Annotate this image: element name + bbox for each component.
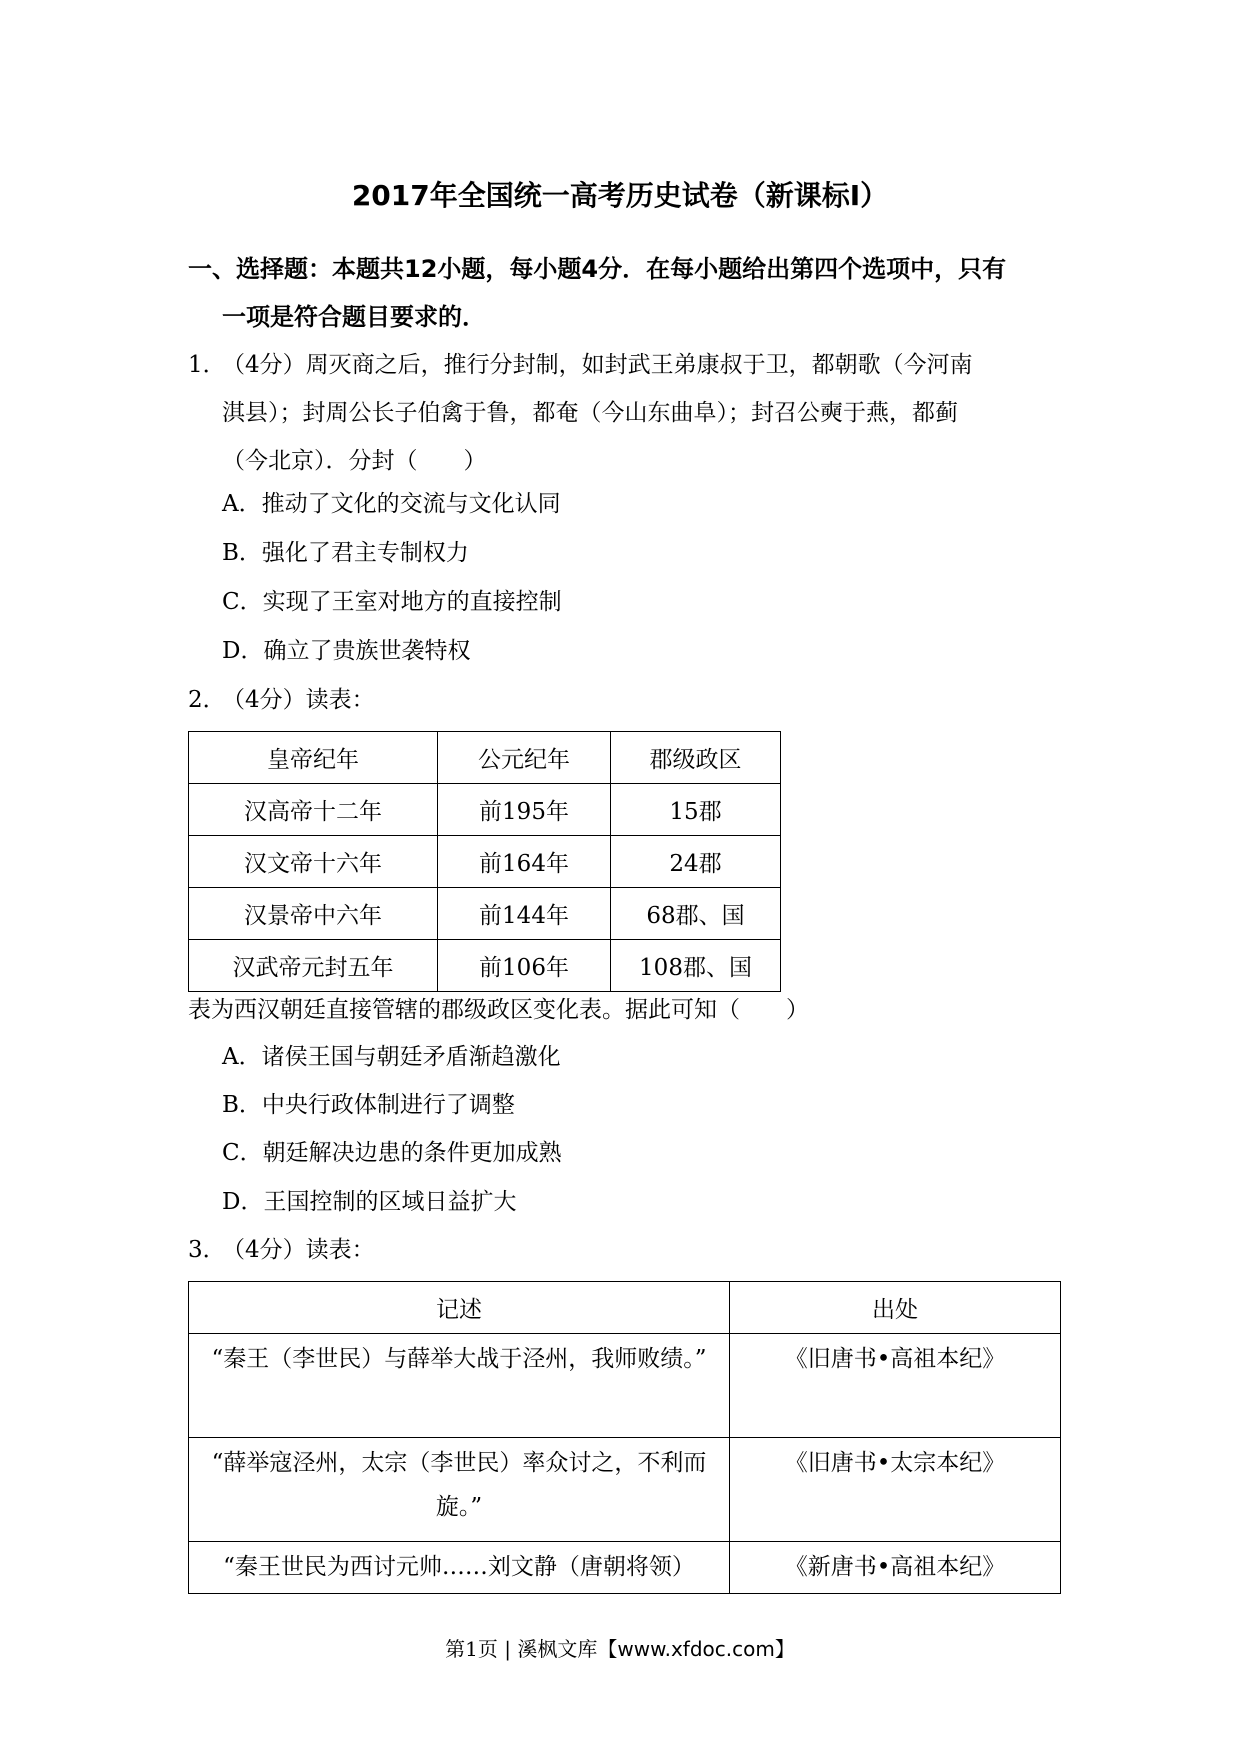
table-header-row bbox=[189, 1282, 1061, 1334]
question-stem: （4分）读表： bbox=[222, 1237, 375, 1263]
table-cell: 前144年 bbox=[438, 888, 611, 940]
q2-option-d: D．王国控制的区域日益扩大 bbox=[222, 1189, 517, 1215]
table-cell: 前195年 bbox=[438, 784, 611, 836]
table-cell: 汉文帝十六年 bbox=[189, 836, 438, 888]
question-stem: （4分）读表： bbox=[222, 687, 375, 713]
table-row bbox=[189, 940, 781, 992]
q2-option-c: C．朝廷解决边患的条件更加成熟 bbox=[222, 1140, 562, 1166]
table-header-row bbox=[189, 732, 781, 784]
table-cell: 汉景帝中六年 bbox=[189, 888, 438, 940]
q1-option-c: C．实现了王室对地方的直接控制 bbox=[222, 589, 562, 615]
q2-option-a: A．诸侯王国与朝廷矛盾渐趋激化 bbox=[222, 1044, 561, 1070]
question-number: 3． bbox=[188, 1237, 226, 1263]
footer-separator: | bbox=[504, 1637, 511, 1661]
q2-table bbox=[188, 731, 781, 992]
table-cell: 108郡、国 bbox=[611, 940, 781, 992]
q1-option-d: D．确立了贵族世袭特权 bbox=[222, 638, 471, 664]
table-cell: 24郡 bbox=[611, 836, 781, 888]
q1-option-b: B．强化了君主专制权力 bbox=[222, 540, 469, 566]
section-heading-line2: 一项是符合题目要求的． bbox=[222, 303, 486, 331]
page-number: 第1页 bbox=[445, 1637, 498, 1661]
library-name: 溪枫文库 bbox=[517, 1637, 598, 1661]
site-link[interactable]: 【www.xfdoc.com】 bbox=[597, 1637, 795, 1661]
question-number: 1． bbox=[188, 352, 226, 378]
table-cell: “秦王世民为西讨元帅……刘文静（唐朝将领） bbox=[189, 1542, 730, 1594]
table-cell: 《旧唐书•太宗本纪》 bbox=[730, 1438, 1061, 1542]
table-cell: “薛举寇泾州，太宗（李世民）率众讨之，不利而旋。” bbox=[189, 1438, 730, 1542]
table-header-cell: 出处 bbox=[730, 1282, 1061, 1334]
question-stem-line2: 淇县）；封周公长子伯禽于鲁，都奄（今山东曲阜）；封召公奭于燕，都蓟 bbox=[222, 400, 958, 426]
section-heading-line1: 一、选择题：本题共12小题，每小题4分．在每小题给出第四个选项中，只有 bbox=[188, 255, 1007, 283]
table-cell: 前106年 bbox=[438, 940, 611, 992]
table-cell: 汉武帝元封五年 bbox=[189, 940, 438, 992]
table-row bbox=[189, 784, 781, 836]
section-heading bbox=[188, 245, 1068, 341]
table-cell: 《旧唐书•高祖本纪》 bbox=[730, 1334, 1061, 1438]
q2-option-b: B．中央行政体制进行了调整 bbox=[222, 1092, 515, 1118]
table-header-cell: 郡级政区 bbox=[611, 732, 781, 784]
table-row bbox=[189, 1438, 1061, 1542]
page-title: 2017年全国统一高考历史试卷（新课标Ⅰ） bbox=[351, 179, 889, 212]
q3-table bbox=[188, 1281, 1061, 1594]
table-row bbox=[189, 888, 781, 940]
table-row bbox=[189, 1542, 1061, 1594]
page-footer bbox=[0, 1635, 1240, 1663]
question-3 bbox=[188, 1226, 375, 1274]
table-row bbox=[189, 836, 781, 888]
q1-option-a: A．推动了文化的交流与文化认同 bbox=[222, 491, 561, 517]
table-cell: “秦王（李世民）与薛举大战于泾州，我师败绩。” bbox=[189, 1334, 730, 1438]
question-stem-line1: （4分）周灭商之后，推行分封制，如封武王弟康叔于卫，都朝歌（今河南 bbox=[222, 352, 973, 378]
table-cell: 《新唐书•高祖本纪》 bbox=[730, 1542, 1061, 1594]
question-2 bbox=[188, 676, 375, 724]
table-cell: 前164年 bbox=[438, 836, 611, 888]
question-stem-line3: （今北京）．分封（ ） bbox=[222, 448, 487, 474]
table-header-cell: 记述 bbox=[189, 1282, 730, 1334]
table-header-cell: 皇帝纪年 bbox=[189, 732, 438, 784]
table-row bbox=[189, 1334, 1061, 1438]
question-1 bbox=[188, 341, 1068, 485]
table-header-cell: 公元纪年 bbox=[438, 732, 611, 784]
table-cell: 68郡、国 bbox=[611, 888, 781, 940]
table-cell: 15郡 bbox=[611, 784, 781, 836]
question-number: 2． bbox=[188, 687, 226, 713]
table-cell: 汉高帝十二年 bbox=[189, 784, 438, 836]
q2-table-caption: 表为西汉朝廷直接管辖的郡级政区变化表。据此可知（ ） bbox=[188, 997, 809, 1023]
